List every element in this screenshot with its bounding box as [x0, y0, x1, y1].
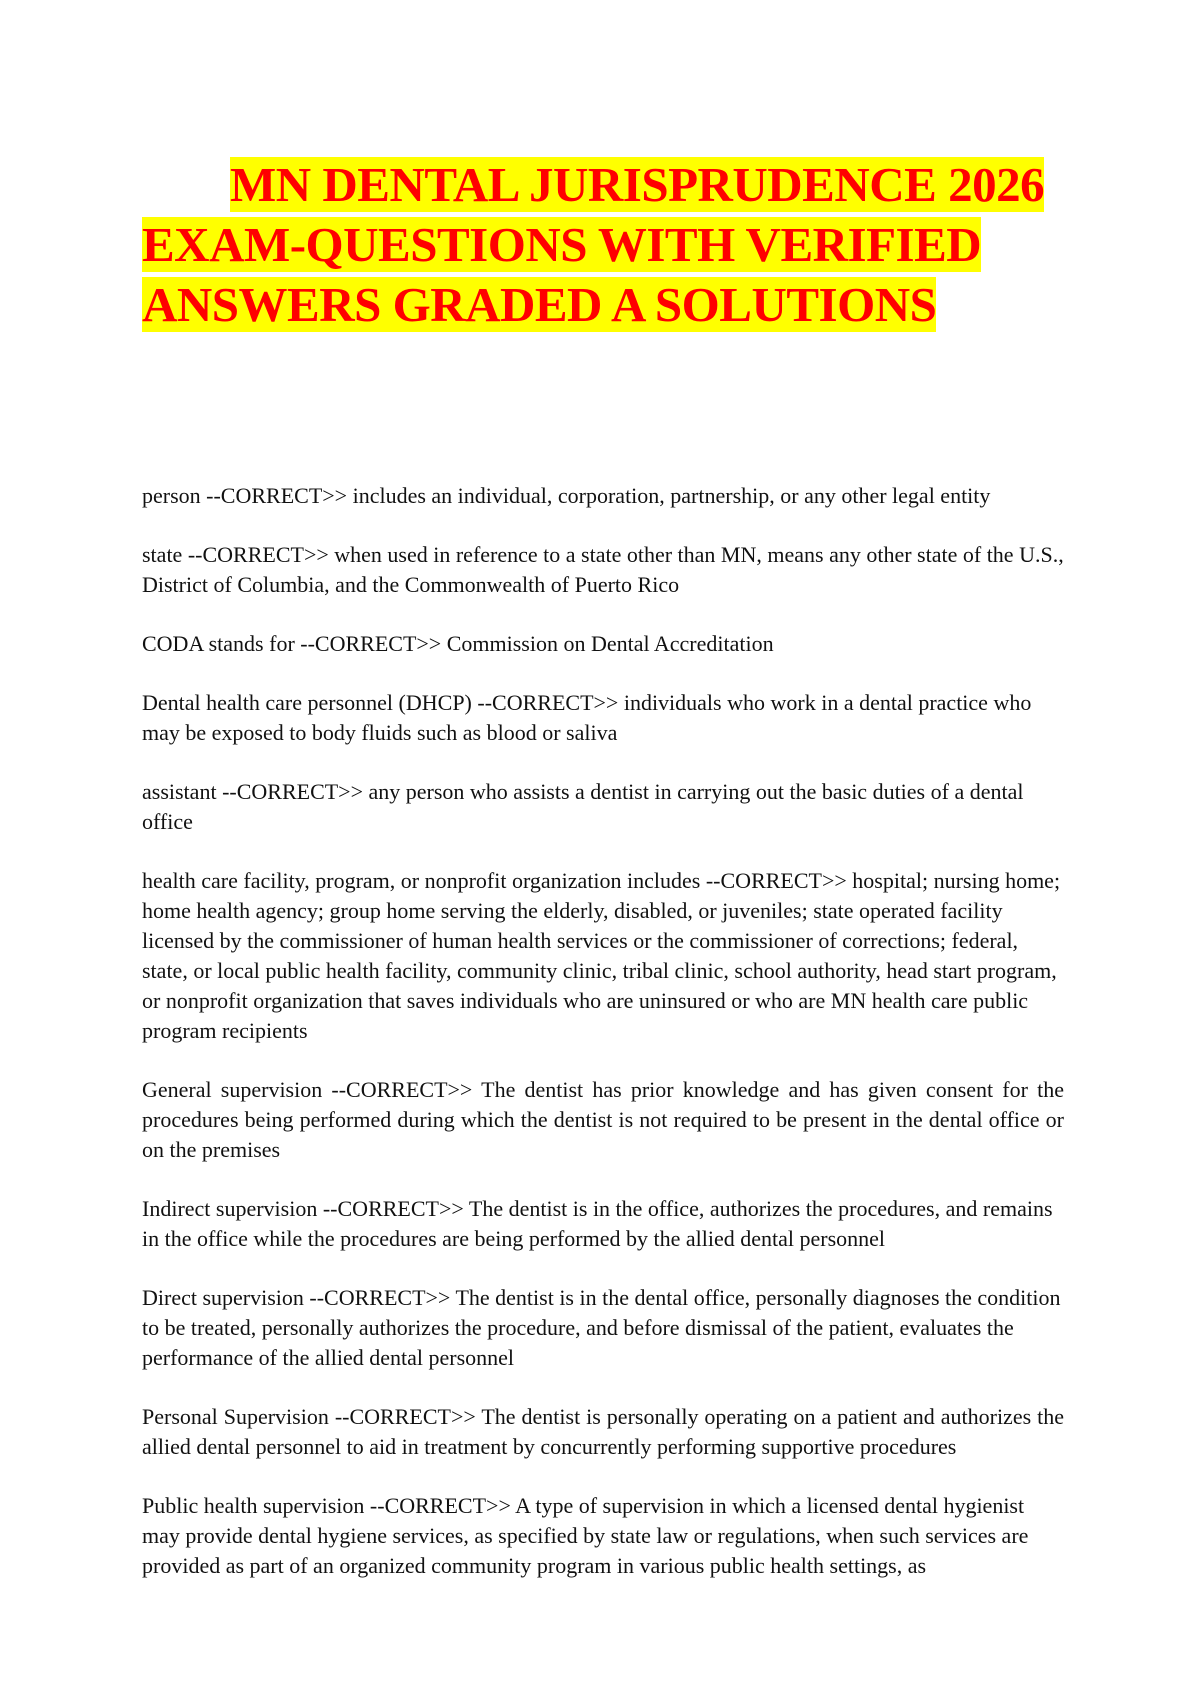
- qa-entry-health-care-facility: [142, 866, 1064, 1046]
- qa-entry-state: [142, 540, 1064, 600]
- qa-term: Indirect supervision: [142, 1196, 318, 1221]
- document-title: [142, 155, 1072, 335]
- qa-marker: --CORRECT>>: [705, 868, 847, 893]
- qa-answer: individuals who work in a dental practice who may be exposed to body fluids such as blood or saliva: [142, 690, 1032, 745]
- qa-entry-dhcp: [142, 688, 1064, 748]
- qa-term: Dental health care personnel (DHCP): [142, 690, 472, 715]
- qa-marker: --CORRECT>>: [300, 631, 442, 656]
- qa-answer: Commission on Dental Accreditation: [446, 631, 774, 656]
- qa-answer: The dentist is personally operating on a patient and authorizes the allied dental personnel to aid in treatment by concurrently performing supportive procedures: [142, 1404, 1064, 1459]
- qa-answer: when used in reference to a state other than MN, means any other state of the U.S., District of Columbia, and the Commonwealth of Puerto Rico: [142, 542, 1064, 597]
- qa-term: General supervision: [142, 1077, 323, 1102]
- qa-entry-public-health-supervision: [142, 1491, 1064, 1581]
- qa-term: health care facility, program, or nonprofit organization includes: [142, 868, 701, 893]
- qa-answer: any person who assists a dentist in carrying out the basic duties of a dental office: [142, 779, 1024, 834]
- qa-entry-general-supervision: [142, 1075, 1064, 1165]
- qa-entry-coda: [142, 629, 1064, 659]
- qa-marker: --CORRECT>>: [369, 1493, 511, 1518]
- qa-list: [142, 481, 1064, 1610]
- qa-term: CODA stands for: [142, 631, 295, 656]
- qa-marker: --CORRECT>>: [322, 1196, 464, 1221]
- qa-term: Personal Supervision: [142, 1404, 329, 1429]
- qa-marker: --CORRECT>>: [334, 1404, 476, 1429]
- title-highlight: MN DENTAL JURISPRUDENCE 2026 EXAM-QUESTIONS WITH VERIFIED ANSWERS GRADED A SOLUTIONS: [142, 157, 1045, 332]
- qa-answer: hospital; nursing home; home health agency; group home serving the elderly, disabled, or juveniles; state operated facility licensed by the commissioner of human health services or the commissioner of corrections; federal, state, or local public health facility, community clinic, tribal clinic, school authority, head start program, or nonprofit organization that saves individuals who are uninsured or who are MN health care public program recipients: [142, 868, 1061, 1043]
- qa-marker: --CORRECT>>: [206, 483, 348, 508]
- qa-entry-person: [142, 481, 1064, 511]
- qa-marker: --CORRECT>>: [331, 1077, 473, 1102]
- qa-answer: A type of supervision in which a licensed dental hygienist may provide dental hygiene services, as specified by state law or regulations, when such services are provided as part of an organized community program in various public health settings, as: [142, 1493, 1029, 1578]
- qa-term: Direct supervision: [142, 1285, 304, 1310]
- qa-term: state: [142, 542, 183, 567]
- qa-marker: --CORRECT>>: [309, 1285, 451, 1310]
- qa-answer: includes an individual, corporation, partnership, or any other legal entity: [352, 483, 991, 508]
- qa-answer: The dentist is in the dental office, personally diagnoses the condition to be treated, personally authorizes the procedure, and before dismissal of the patient, evaluates the performance of the allied dental personnel: [142, 1285, 1061, 1370]
- qa-marker: --CORRECT>>: [222, 779, 363, 804]
- qa-term: assistant: [142, 779, 217, 804]
- qa-term: Public health supervision: [142, 1493, 365, 1518]
- qa-marker: --CORRECT>>: [477, 690, 619, 715]
- qa-entry-assistant: [142, 777, 1064, 837]
- qa-entry-direct-supervision: [142, 1283, 1064, 1373]
- qa-answer: The dentist is in the office, authorizes the procedures, and remains in the office while the procedures are being performed by the allied dental personnel: [142, 1196, 1053, 1251]
- qa-entry-indirect-supervision: [142, 1194, 1064, 1254]
- qa-answer: The dentist has prior knowledge and has given consent for the procedures being performed during which the dentist is not required to be present in the dental office or on the premises: [142, 1077, 1065, 1162]
- qa-term: person: [142, 483, 201, 508]
- qa-marker: --CORRECT>>: [187, 542, 329, 567]
- qa-entry-personal-supervision: [142, 1402, 1064, 1462]
